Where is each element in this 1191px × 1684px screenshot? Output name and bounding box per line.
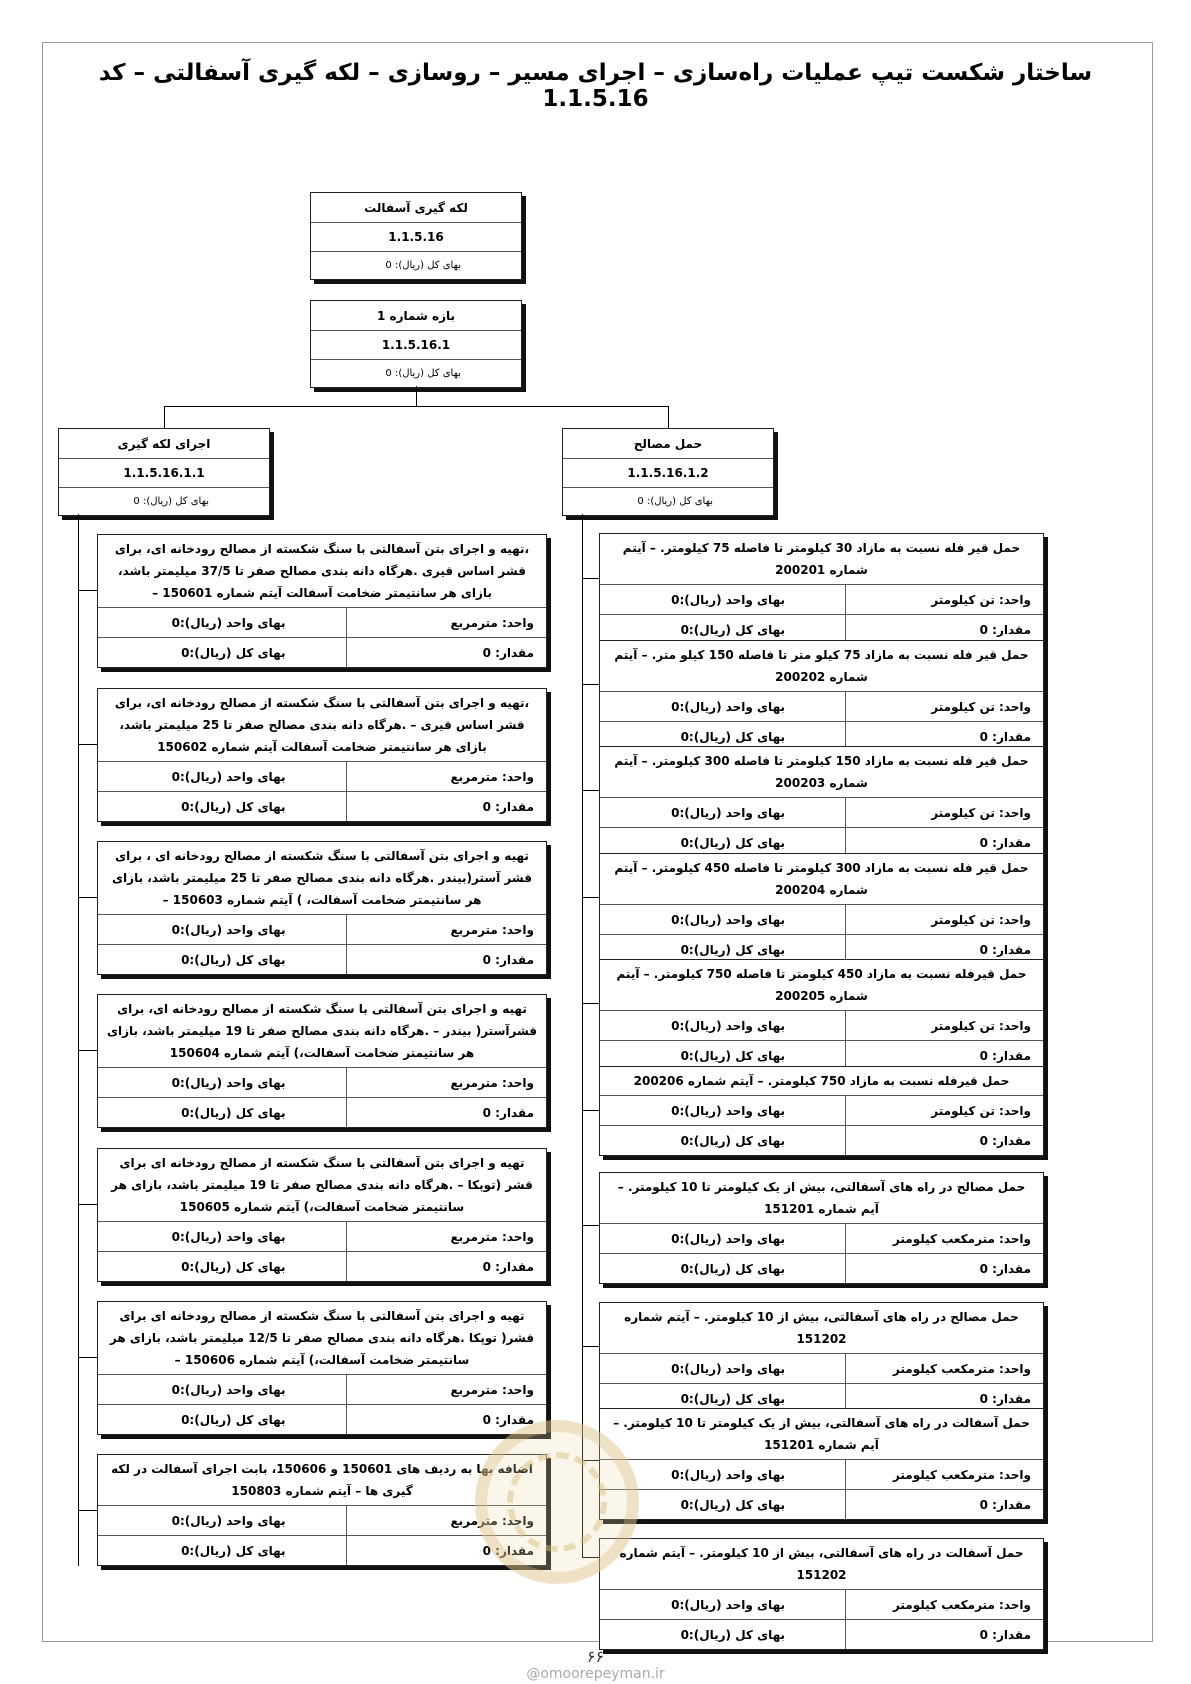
item-unit-price: بهای واحد (ریال):0 xyxy=(98,1222,347,1251)
item-description: اضافه بها به ردیف های 150601 و 150606، بابت اجرای آسفالت در لکه گیری ها – آیتم شماره 150803 xyxy=(98,1455,546,1506)
item-total-price: بهای کل (ریال):0 xyxy=(600,1490,846,1519)
item-unit-price: بهای واحد (ریال):0 xyxy=(600,1096,846,1125)
item-description: تهیه و اجرای بتن آسفالتی با سنگ شکسته از مصالح رودخانه ای ، برای قشر آستر(بیندر .هرگاه دانه بندی مصالح صفر تا 25 میلیمتر باشد، بازای هر سانتیمتر ضخامت آسفالت، ) آیتم شماره 150603 – xyxy=(98,842,546,915)
item-unit: واحد: مترمربع xyxy=(450,769,534,784)
item-quantity: مقدار: 0 xyxy=(482,1543,534,1558)
item-unit-price: بهای واحد (ریال):0 xyxy=(600,1224,846,1253)
item-quantity: مقدار: 0 xyxy=(979,729,1031,744)
item-description: تهیه و اجرای بتن آسفالتی با سنگ شکسته از مصالح رودخانه ای برای قشر( توپکا .هرگاه دانه بندی مصالح صفر تا 12/5 میلیمتر باشد، بازای هر سانتیمتر ضخامت آسفالت،) آیتم شماره 150606 – xyxy=(98,1302,546,1375)
item-unit: واحد: تن کیلومتر xyxy=(931,1103,1031,1118)
item-unit: واحد: مترمکعب کیلومتر xyxy=(892,1231,1031,1246)
section-node xyxy=(310,300,522,388)
item-unit: واحد: مترمکعب کیلومتر xyxy=(892,1597,1031,1612)
list-item xyxy=(97,534,547,668)
list-item xyxy=(599,640,1044,752)
item-description: تهیه و اجرای بتن آسفالتی با سنگ شکسته از مصالح رودخانه ای، برای قشرآستر( بیندر – .هرگاه دانه بندی مصالح صفر تا 19 میلیمتر باشد، بازای هر سانتیمتر ضخامت آسفالت،) آیتم شماره 150604 xyxy=(98,995,546,1068)
connector xyxy=(582,1346,600,1347)
item-unit: واحد: تن کیلومتر xyxy=(931,592,1031,607)
item-quantity: مقدار: 0 xyxy=(979,1048,1031,1063)
connector xyxy=(78,514,79,1566)
connector xyxy=(582,1003,600,1004)
item-quantity: مقدار: 0 xyxy=(482,1259,534,1274)
connector xyxy=(582,514,583,1558)
item-unit-price: بهای واحد (ریال):0 xyxy=(600,798,846,827)
list-item xyxy=(599,853,1044,965)
list-item xyxy=(97,994,547,1128)
item-total-price: بهای کل (ریال):0 xyxy=(600,828,846,857)
list-item xyxy=(97,841,547,975)
item-description: ،تهیه و اجرای بتن آسفالتی با سنگ شکسته از مصالح رودخانه ای، برای قشر اساس قیری – .هرگاه دانه بندی مصالح صفر تا 25 میلیمتر باشد، بازای هر سانتیمتر ضخامت آسفالت آیتم شماره 150602 xyxy=(98,689,546,762)
list-item xyxy=(599,746,1044,858)
item-description: حمل آسفالت در راه های آسفالتی، بیش از یک کیلومتر تا 10 کیلومتر. – آیم شماره 151201 xyxy=(600,1409,1043,1460)
item-description: حمل قیر فله نسبت به مازاد 300 کیلومتر تا فاصله 450 کیلومتر. – آیتم شماره 200204 xyxy=(600,854,1043,905)
item-quantity: مقدار: 0 xyxy=(482,1412,534,1427)
item-unit: واحد: مترمربع xyxy=(450,922,534,937)
connector xyxy=(582,684,600,685)
connector xyxy=(582,1110,600,1111)
item-quantity: مقدار: 0 xyxy=(482,1105,534,1120)
item-quantity: مقدار: 0 xyxy=(482,952,534,967)
item-unit: واحد: تن کیلومتر xyxy=(931,912,1031,927)
connector xyxy=(582,578,600,579)
item-unit-price: بهای واحد (ریال):0 xyxy=(98,1375,347,1404)
watermark-seal xyxy=(475,1420,639,1584)
seal-ring xyxy=(507,1452,607,1552)
item-quantity: مقدار: 0 xyxy=(979,835,1031,850)
node-price: بهای کل (ریال): 0 xyxy=(385,368,461,379)
list-item xyxy=(97,1301,547,1435)
list-item xyxy=(599,1408,1044,1520)
item-quantity: مقدار: 0 xyxy=(482,645,534,660)
item-quantity: مقدار: 0 xyxy=(979,1261,1031,1276)
item-quantity: مقدار: 0 xyxy=(979,1391,1031,1406)
list-item xyxy=(599,533,1044,645)
item-unit-price: بهای واحد (ریال):0 xyxy=(98,915,347,944)
page-title: ساختار شکست تیپ عملیات راه‌سازی – اجرای مسیر – روسازی – لکه گیری آسفالتی – کد 1.1.5.16 xyxy=(98,60,1093,112)
item-total-price: بهای کل (ریال):0 xyxy=(98,1252,347,1281)
item-description: حمل مصالح در راه های آسفالتی، بیش از 10 کیلومتر. – آیتم شماره 151202 xyxy=(600,1303,1043,1354)
node-name: لکه گیری آسفالت xyxy=(311,193,521,223)
node-price: بهای کل (ریال): 0 xyxy=(133,496,209,507)
item-quantity: مقدار: 0 xyxy=(979,942,1031,957)
item-total-price: بهای کل (ریال):0 xyxy=(98,1098,347,1127)
connector xyxy=(78,590,98,591)
item-total-price: بهای کل (ریال):0 xyxy=(98,1536,347,1565)
connector xyxy=(78,897,98,898)
right-group-node xyxy=(562,428,774,516)
item-quantity: مقدار: 0 xyxy=(979,1497,1031,1512)
item-unit-price: بهای واحد (ریال):0 xyxy=(600,1011,846,1040)
connector xyxy=(582,1225,600,1226)
item-total-price: بهای کل (ریال):0 xyxy=(600,615,846,644)
item-total-price: بهای کل (ریال):0 xyxy=(600,1254,846,1283)
page-number: ۶۶ xyxy=(586,1647,605,1666)
list-item xyxy=(599,1538,1044,1650)
connector xyxy=(582,897,600,898)
item-unit-price: بهای واحد (ریال):0 xyxy=(98,608,347,637)
item-description: حمل قیرفله نسبت به مازاد 750 کیلومتر. – آیتم شماره 200206 xyxy=(600,1067,1043,1096)
node-name: حمل مصالح xyxy=(563,429,773,459)
item-unit-price: بهای واحد (ریال):0 xyxy=(600,905,846,934)
connector xyxy=(164,406,669,407)
item-unit-price: بهای واحد (ریال):0 xyxy=(98,1506,347,1535)
node-name: بازه شماره 1 xyxy=(311,301,521,331)
item-description: ،تهیه و اجرای بتن آسفالتی با سنگ شکسته از مصالح رودخانه ای، برای قشر اساس قیری .هرگاه دانه بندی مصالح صفر تا 37/5 میلیمتر باشد، بازای هر سانتیمتر ضخامت آسفالت آیتم شماره 150601 – xyxy=(98,535,546,608)
item-unit-price: بهای واحد (ریال):0 xyxy=(600,585,846,614)
node-code: 1.1.5.16.1 xyxy=(311,331,521,360)
connector xyxy=(668,406,669,429)
connector xyxy=(78,1510,98,1511)
item-total-price: بهای کل (ریال):0 xyxy=(98,1405,347,1434)
item-unit: واحد: مترمربع xyxy=(450,615,534,630)
root-node xyxy=(310,192,522,280)
list-item xyxy=(599,1172,1044,1284)
item-unit: واحد: مترمربع xyxy=(450,1229,534,1244)
item-unit: واحد: مترمربع xyxy=(450,1382,534,1397)
website-watermark: @omoorepeyman.ir xyxy=(526,1666,665,1682)
item-description: حمل قیر فله نسبت به مازاد 30 کیلومتر تا فاصله 75 کیلومتر. – آیتم شماره 200201 xyxy=(600,534,1043,585)
left-group-node xyxy=(58,428,270,516)
item-unit-price: بهای واحد (ریال):0 xyxy=(600,692,846,721)
list-item xyxy=(599,1302,1044,1414)
item-total-price: بهای کل (ریال):0 xyxy=(600,1384,846,1413)
item-unit-price: بهای واحد (ریال):0 xyxy=(600,1590,846,1619)
connector xyxy=(416,386,417,406)
item-description: تهیه و اجرای بتن آسفالتی با سنگ شکسته از مصالح رودخانه ای برای قشر (توپکا – .هرگاه دانه بندی مصالح صفر تا 19 میلیمتر باشد، بازای هر سانتیمتر ضخامت آسفالت،) آیتم شماره 150605 xyxy=(98,1149,546,1222)
item-description: حمل مصالح در راه های آسفالتی، بیش از یک کیلومتر تا 10 کیلومتر. – آیم شماره 151201 xyxy=(600,1173,1043,1224)
connector xyxy=(78,744,98,745)
node-price: بهای کل (ریال): 0 xyxy=(385,260,461,271)
connector xyxy=(78,1050,98,1051)
list-item xyxy=(97,1148,547,1282)
list-item xyxy=(97,688,547,822)
item-total-price: بهای کل (ریال):0 xyxy=(600,1126,846,1155)
item-unit: واحد: مترمربع xyxy=(450,1513,534,1528)
item-total-price: بهای کل (ریال):0 xyxy=(98,638,347,667)
item-description: حمل آسفالت در راه های آسفالتی، بیش از 10 کیلومتر. – آیتم شماره 151202 xyxy=(600,1539,1043,1590)
item-total-price: بهای کل (ریال):0 xyxy=(600,722,846,751)
item-unit-price: بهای واحد (ریال):0 xyxy=(600,1354,846,1383)
item-description: حمل قیر فله نسبت به مازاد 150 کیلومتر تا فاصله 300 کیلومتر. – آیتم شماره 200203 xyxy=(600,747,1043,798)
item-unit: واحد: مترمکعب کیلومتر xyxy=(892,1361,1031,1376)
item-unit-price: بهای واحد (ریال):0 xyxy=(98,1068,347,1097)
item-unit: واحد: تن کیلومتر xyxy=(931,699,1031,714)
node-price: بهای کل (ریال): 0 xyxy=(637,496,713,507)
connector xyxy=(78,1204,98,1205)
item-total-price: بهای کل (ریال):0 xyxy=(600,1041,846,1070)
connector xyxy=(582,790,600,791)
item-unit-price: بهای واحد (ریال):0 xyxy=(98,762,347,791)
item-total-price: بهای کل (ریال):0 xyxy=(600,935,846,964)
item-total-price: بهای کل (ریال):0 xyxy=(98,945,347,974)
item-quantity: مقدار: 0 xyxy=(482,799,534,814)
item-unit: واحد: تن کیلومتر xyxy=(931,1018,1031,1033)
connector xyxy=(78,1357,98,1358)
item-unit-price: بهای واحد (ریال):0 xyxy=(600,1460,846,1489)
node-code: 1.1.5.16 xyxy=(311,223,521,252)
connector xyxy=(164,406,165,429)
node-code: 1.1.5.16.1.2 xyxy=(563,459,773,488)
item-unit: واحد: مترمربع xyxy=(450,1075,534,1090)
item-quantity: مقدار: 0 xyxy=(979,1627,1031,1642)
item-total-price: بهای کل (ریال):0 xyxy=(98,792,347,821)
node-name: اجرای لکه گیری xyxy=(59,429,269,459)
item-quantity: مقدار: 0 xyxy=(979,1133,1031,1148)
node-code: 1.1.5.16.1.1 xyxy=(59,459,269,488)
item-unit: واحد: مترمکعب کیلومتر xyxy=(892,1467,1031,1482)
item-unit: واحد: تن کیلومتر xyxy=(931,805,1031,820)
item-description: حمل قیر فله نسبت به مازاد 75 کیلو متر تا فاصله 150 کیلو متر. – آیتم شماره 200202 xyxy=(600,641,1043,692)
list-item xyxy=(599,1066,1044,1156)
item-quantity: مقدار: 0 xyxy=(979,622,1031,637)
item-total-price: بهای کل (ریال):0 xyxy=(600,1620,846,1649)
list-item xyxy=(599,959,1044,1071)
item-description: حمل قیرفله نسبت به مازاد 450 کیلومتر تا فاصله 750 کیلومتر. – آیتم شماره 200205 xyxy=(600,960,1043,1011)
